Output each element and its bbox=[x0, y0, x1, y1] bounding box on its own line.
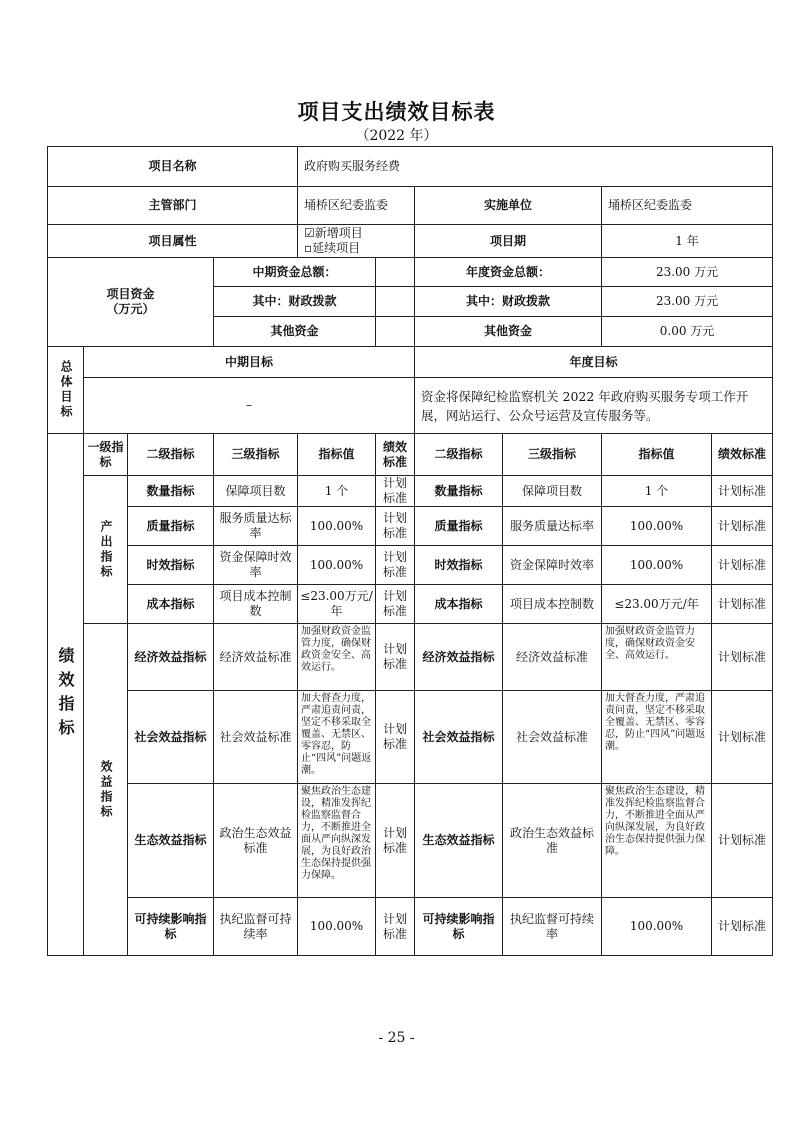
table-row-l3: 经济效益标准 bbox=[214, 624, 298, 691]
table-row-year-standard: 计划标准 bbox=[712, 898, 773, 956]
table-row-value: 1 个 bbox=[298, 476, 376, 507]
table-row-year-l3: 资金保障时效率 bbox=[503, 546, 602, 585]
table-row-l3: 保障项目数 bbox=[214, 476, 298, 507]
period-value: 1 年 bbox=[602, 225, 773, 258]
project-name-value: 政府购买服务经费 bbox=[298, 147, 773, 187]
table-row-year-l2: 数量指标 bbox=[415, 476, 503, 507]
value-header: 指标值 bbox=[298, 434, 376, 476]
table-row-year-l2: 经济效益指标 bbox=[415, 624, 503, 691]
table-row-year-standard: 计划标准 bbox=[712, 624, 773, 691]
table-row-standard: 计划标准 bbox=[376, 898, 415, 956]
year-total-label: 年度资金总额： bbox=[415, 258, 602, 287]
table-row-l3: 社会效益标准 bbox=[214, 691, 298, 784]
year-level2-header: 二级指标 bbox=[415, 434, 503, 476]
table-row-l2: 经济效益指标 bbox=[128, 624, 214, 691]
table-row-l2: 数量指标 bbox=[128, 476, 214, 507]
table-row-year-value: 100.00% bbox=[602, 546, 712, 585]
performance-table bbox=[47, 146, 773, 956]
mid-goal-header: 中期目标 bbox=[84, 347, 415, 378]
table-row-value: 100.00% bbox=[298, 546, 376, 585]
table-row-year-value: 100.00% bbox=[602, 898, 712, 956]
table-row-year-l3: 政治生态效益标准 bbox=[503, 784, 602, 898]
table-row-value: 加大督查力度，严肃追责问责，坚定不移采取全覆盖、无禁区、零容忍，防止“四风”问题返潮。 bbox=[298, 691, 376, 784]
table-row-l2: 可持续影响指标 bbox=[128, 898, 214, 956]
table-row-l2: 生态效益指标 bbox=[128, 784, 214, 898]
table-row-l2: 社会效益指标 bbox=[128, 691, 214, 784]
table-row-value: 100.00% bbox=[298, 507, 376, 546]
year-standard-header: 绩效标准 bbox=[712, 434, 773, 476]
continuing-project-checkbox[interactable]: ▫延续项目 bbox=[304, 241, 361, 255]
table-row-year-l2: 成本指标 bbox=[415, 585, 503, 624]
period-label: 项目期 bbox=[415, 225, 602, 258]
year-goal-text: 资金将保障纪检监察机关 2022 年政府购买服务专项工作开展，网站运行、公众号运营及宣传服务等。 bbox=[415, 378, 773, 434]
table-row-l3: 资金保障时效率 bbox=[214, 546, 298, 585]
table-row-year-standard: 计划标准 bbox=[712, 784, 773, 898]
table-row-value: 100.00% bbox=[298, 898, 376, 956]
dept-label: 主管部门 bbox=[48, 187, 298, 225]
impl-unit-value: 埇桥区纪委监委 bbox=[602, 187, 773, 225]
table-row-value: 加强财政资金监管力度，确保财政资金安全、高效运行。 bbox=[298, 624, 376, 691]
table-row-l2: 成本指标 bbox=[128, 585, 214, 624]
table-row-year-l3: 执纪监督可持续率 bbox=[503, 898, 602, 956]
table-row-year-standard: 计划标准 bbox=[712, 546, 773, 585]
year-other-label: 其他资金 bbox=[415, 317, 602, 347]
table-row-year-standard: 计划标准 bbox=[712, 585, 773, 624]
table-row-year-l3: 服务质量达标率 bbox=[503, 507, 602, 546]
level1-header: 一级指标 bbox=[84, 434, 128, 476]
mid-total-value bbox=[376, 258, 415, 287]
table-row-l2: 时效指标 bbox=[128, 546, 214, 585]
mid-fiscal-value bbox=[376, 287, 415, 317]
table-row-l2: 质量指标 bbox=[128, 507, 214, 546]
table-row-value: ≤23.00万元/年 bbox=[298, 585, 376, 624]
table-row-standard: 计划标准 bbox=[376, 624, 415, 691]
table-row-value: 聚焦政治生态建设，精准发挥纪检监察监督合力，不断推进全面从严向纵深发展，为良好政治生态保持提供强力保障。 bbox=[298, 784, 376, 898]
table-row-l3: 执纪监督可持续率 bbox=[214, 898, 298, 956]
table-row-year-l2: 质量指标 bbox=[415, 507, 503, 546]
table-row-standard: 计划标准 bbox=[376, 476, 415, 507]
table-row-l3: 服务质量达标率 bbox=[214, 507, 298, 546]
year-goal-header: 年度目标 bbox=[415, 347, 773, 378]
standard-header: 绩效标准 bbox=[376, 434, 415, 476]
table-row-year-l3: 社会效益标准 bbox=[503, 691, 602, 784]
impl-unit-label: 实施单位 bbox=[415, 187, 602, 225]
table-row-year-value: 加强财政资金监管力度，确保财政资金安全、高效运行。 bbox=[602, 624, 712, 691]
table-row-year-standard: 计划标准 bbox=[712, 507, 773, 546]
table-row-standard: 计划标准 bbox=[376, 784, 415, 898]
year-subtitle: （2022 年） bbox=[355, 128, 438, 144]
new-project-checkbox[interactable]: ☑新增项目 bbox=[304, 226, 363, 240]
table-row-year-l3: 经济效益标准 bbox=[503, 624, 602, 691]
table-row-l3: 项目成本控制数 bbox=[214, 585, 298, 624]
year-fiscal-label: 其中：财政拨款 bbox=[415, 287, 602, 317]
table-row-year-l2: 社会效益指标 bbox=[415, 691, 503, 784]
table-row-year-l2: 生态效益指标 bbox=[415, 784, 503, 898]
page-number: - 25 - bbox=[378, 1030, 415, 1046]
dept-value: 埇桥区纪委监委 bbox=[298, 187, 415, 225]
level2-header: 二级指标 bbox=[128, 434, 214, 476]
benefit-indicator-label: 效益指标 bbox=[84, 624, 128, 956]
year-total-value: 23.00 万元 bbox=[602, 258, 773, 287]
output-indicator-label: 产出指标 bbox=[84, 476, 128, 624]
table-row-l3: 政治生态效益标准 bbox=[214, 784, 298, 898]
mid-other-value bbox=[376, 317, 415, 347]
table-row-year-value: 1 个 bbox=[602, 476, 712, 507]
mid-total-label: 中期资金总额： bbox=[214, 258, 376, 287]
table-row-year-l2: 可持续影响指标 bbox=[415, 898, 503, 956]
table-row-standard: 计划标准 bbox=[376, 691, 415, 784]
table-row-year-value: 100.00% bbox=[602, 507, 712, 546]
table-row-year-standard: 计划标准 bbox=[712, 476, 773, 507]
table-row-year-standard: 计划标准 bbox=[712, 691, 773, 784]
mid-fiscal-label: 其中：财政拨款 bbox=[214, 287, 376, 317]
table-row-year-l3: 项目成本控制数 bbox=[503, 585, 602, 624]
table-row-standard: 计划标准 bbox=[376, 585, 415, 624]
level3-header: 三级指标 bbox=[214, 434, 298, 476]
indicators-label: 绩效指标 bbox=[48, 434, 84, 956]
overall-goal-label: 总体目标 bbox=[48, 347, 84, 434]
table-row-year-l2: 时效指标 bbox=[415, 546, 503, 585]
page-title: 项目支出绩效目标表 bbox=[297, 99, 496, 124]
table-row-year-value: ≤23.00万元/年 bbox=[602, 585, 712, 624]
year-fiscal-value: 23.00 万元 bbox=[602, 287, 773, 317]
year-level3-header: 三级指标 bbox=[503, 434, 602, 476]
mid-goal-text: – bbox=[84, 378, 415, 434]
attr-label: 项目属性 bbox=[48, 225, 298, 258]
project-name-label: 项目名称 bbox=[48, 147, 298, 187]
year-other-value: 0.00 万元 bbox=[602, 317, 773, 347]
year-value-header: 指标值 bbox=[602, 434, 712, 476]
funds-label: 项目资金 （万元） bbox=[48, 258, 214, 347]
attr-options bbox=[298, 225, 415, 258]
mid-other-label: 其他资金 bbox=[214, 317, 376, 347]
table-row-year-value: 加大督查力度，严肃追责问责，坚定不移采取全覆盖、无禁区、零容忍，防止“四风”问题返潮。 bbox=[602, 691, 712, 784]
table-row-year-l3: 保障项目数 bbox=[503, 476, 602, 507]
table-row-standard: 计划标准 bbox=[376, 546, 415, 585]
table-row-year-value: 聚焦政治生态建设，精准发挥纪检监察监督合力，不断推进全面从严向纵深发展，为良好政治生态保持提供强力保障。 bbox=[602, 784, 712, 898]
table-row-standard: 计划标准 bbox=[376, 507, 415, 546]
